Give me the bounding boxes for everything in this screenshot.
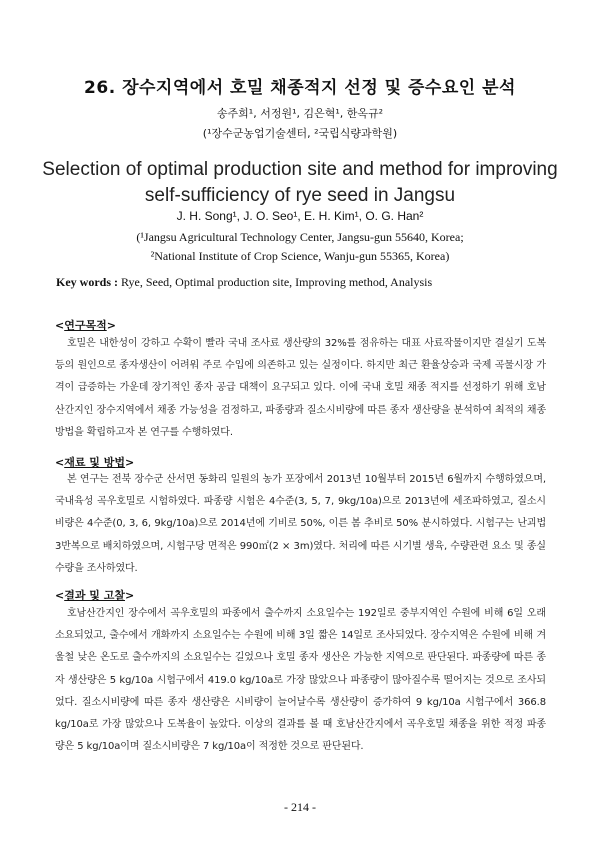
section-heading-objective: <연구목적> [55, 319, 116, 332]
english-title: Selection of optimal production site and method for improving self-sufficiency of rye seed in Jangsu [42, 159, 558, 206]
section-heading-materials: <재료 및 방법> [55, 456, 135, 469]
section-heading-results: <결과 및 고찰> [55, 589, 135, 602]
objective-paragraph: 호밀은 내한성이 강하고 수확이 빨라 국내 조사료 생산량의 32%를 점유하는 대표 사료작물이지만 결실기 도복 등의 원인으로 종자생산이 어려워 주로 수입에 의존하고 있는 실정이다. 하지만 최근 환율상승과 국제 곡물시장 가격이 급증하는 가운데 장기적인 종자 공급 대책이 요구되고 있다. 이에 국내 호밀 채종 적지를 선정하기 위해 호남산간지인 장수지역에서 채종 가능성을 검정하고, 파종량과 질소시비량에 따른 종자 생산량을 분석하여 최적의 채종방법을 확립하고자 본 연구를 수행하였다. [55, 338, 546, 438]
page-number: - 214 - [284, 800, 316, 814]
korean-title: 26. 장수지역에서 호밀 채종적지 선정 및 증수요인 분석 [84, 78, 516, 98]
korean-authors: 송주희¹, 서정원¹, 김은혁¹, 한옥규² [216, 107, 384, 120]
english-authors: J. H. Song¹, J. O. Seo¹, E. H. Kim¹, O. G. Han² [176, 209, 424, 223]
english-affiliation-2: ²National Institute of Crop Science, Wanju-gun 55365, Korea) [150, 249, 450, 263]
results-paragraph: 호남산간지인 장수에서 곡우호밀의 파종에서 출수까지 소요일수는 192일로 중부지역인 수원에 비해 6일 오래 소요되었고, 출수에서 개화까지 소요일수는 수원에 비해 3일 짧은 14일로 조사되었다. 장수지역은 수원에 비해 겨울철 낮은 온도로 출수까지의 소요일수는 길었으나 호밀 종자 생산은 가능한 지역으로 판단된다. 파종량에 따른 종자 생산량은 5 kg/10a 시험구에서 419.0 kg/10a로 가장 많았으나 파종량이 많아질수록 떨어지는 것으로 조사되었다. 질소시비량에 따른 종자 생산량은 시비량이 늘어날수록 생산량이 증가하여 9 kg/10a 시험구에서 366.8 kg/10a로 가장 많았으나 도복율이 높았다. 이상의 결과를 볼 때 호남산간지에서 곡우호밀 채종을 위한 적정 파종량은 5 kg/10a이며 질소시비량은 7 kg/10a이 적정한 것으로 판단된다. [55, 608, 546, 753]
korean-affiliations: (¹장수군농업기술센터, ²국립식량과학원) [202, 127, 398, 140]
english-affiliation-1: (¹Jangsu Agricultural Technology Center, Jangsu-gun 55640, Korea; [136, 230, 464, 244]
keywords-label: Key words : [56, 275, 118, 289]
materials-paragraph: 본 연구는 전북 장수군 산서면 동화리 일원의 농가 포장에서 2013년 10월부터 2015년 6월까지 수행하였으며, 국내육성 곡우호밀로 시험하였다. 파종량 시험은 4수준(3, 5, 7, 9kg/10a)으로 2013년에 세조파하였고, 질소시비량은 4수준(0, 3, 6, 9kg/10a)으로 2014년에 기비로 50%, 이른 봄 추비로 50% 분시하였다. 시험구는 난괴법 3반복으로 배치하였으며, 시험구당 면적은 990㎡(2 × 3m)였다. 처리에 따른 시기별 생육, 수량관련 요소 및 종실수량을 조사하였다. [55, 474, 546, 574]
keywords-line [56, 275, 556, 290]
keywords-text: Rye, Seed, Optimal production site, Improving method, Analysis [121, 275, 433, 289]
